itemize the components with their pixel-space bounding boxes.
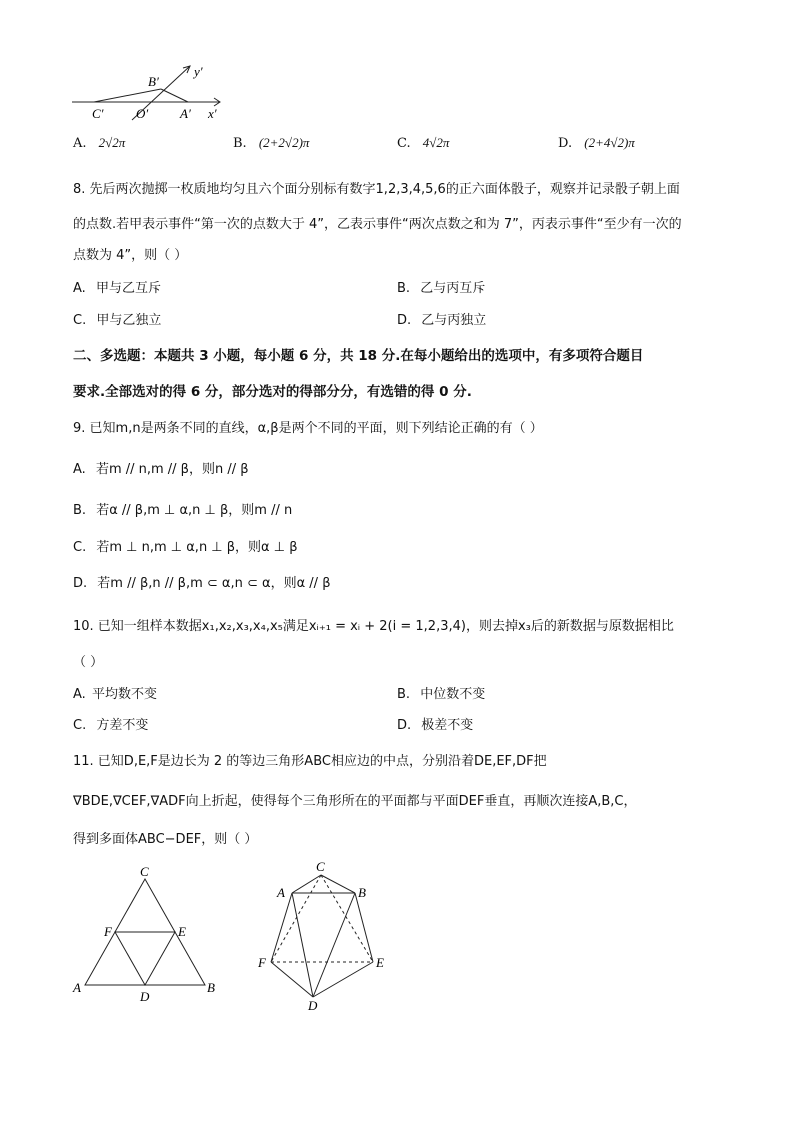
q7-option-d[interactable]	[558, 135, 635, 151]
label-b: B	[358, 885, 366, 900]
label-y-prime: y′	[194, 64, 203, 79]
q8-stem-line2: 的点数.若甲表示事件“第一次的点数大于 4”，乙表示事件“两次点数之和为 7”，丙表示事件“至少有一次的	[73, 217, 682, 232]
q9-stem: 9. 已知m,n是两条不同的直线，α,β是两个不同的平面，则下列结论正确的有（ ）	[73, 421, 543, 436]
label-e: E	[178, 924, 186, 939]
label-x-prime: x′	[208, 106, 217, 121]
label-c-prime: C′	[92, 106, 104, 121]
option-text: (2+2√2)π	[258, 135, 310, 150]
section2-heading-line2: 要求.全部选对的得 6 分，部分选对的得部分分，有选错的得 0 分.	[73, 384, 472, 400]
q9-option-b[interactable]: B. 若α // β,m ⊥ α,n ⊥ β，则m // n	[73, 503, 293, 518]
label-a: A	[277, 885, 285, 900]
label-a-prime: A′	[180, 106, 191, 121]
q11-stem-line1: 11. 已知D,E,F是边长为 2 的等边三角形ABC相应边的中点，分别沿着DE,EF,DF把	[73, 754, 547, 769]
q9-option-c[interactable]: C. 若m ⊥ n,m ⊥ α,n ⊥ β，则α ⊥ β	[73, 540, 298, 555]
polyhedron-figure	[255, 855, 395, 1015]
label-d: D	[140, 989, 150, 1004]
label-e: E	[376, 955, 384, 970]
q7-option-a[interactable]	[73, 135, 125, 151]
q10-stem: 10. 已知一组样本数据x₁,x₂,x₃,x₄,x₅满足xᵢ₊₁ = xᵢ + 2(i = 1,2,3,4)，则去掉x₃后的新数据与原数据相比	[73, 619, 674, 634]
label-c: C	[140, 865, 149, 879]
label-d: D	[308, 998, 318, 1013]
q11-stem-line3: 得到多面体ABC−DEF，则（ ）	[73, 832, 258, 847]
triangle-figure	[70, 865, 230, 1005]
label-o-prime: O′	[136, 106, 149, 121]
option-text: 2√2π	[98, 135, 126, 150]
option-letter: D.	[558, 136, 573, 151]
q7-option-b[interactable]	[233, 135, 309, 151]
label-f: F	[104, 924, 112, 939]
label-b-prime: B′	[148, 74, 159, 89]
label-c: C	[316, 859, 325, 874]
option-letter: A.	[73, 136, 87, 151]
q10-option-b[interactable]: B. 中位数不变	[397, 687, 486, 702]
q9-option-a[interactable]: A. 若m // n,m // β，则n // β	[73, 462, 249, 477]
q8-option-c[interactable]: C. 甲与乙独立	[73, 313, 162, 328]
q8-stem-line1: 8. 先后两次抛掷一枚质地均匀且六个面分别标有数字1,2,3,4,5,6的正六面体骰子，观察并记录骰子朝上面	[73, 182, 680, 197]
label-f: F	[258, 955, 266, 970]
q9-option-d[interactable]: D. 若m // β,n // β,m ⊂ α,n ⊂ α，则α // β	[73, 576, 331, 591]
q11-stem-line2: ∇BDE,∇CEF,∇ADF向上折起，使得每个三角形所在的平面都与平面DEF垂直，再顺次连接A,B,C，	[73, 794, 637, 809]
q7-option-c[interactable]	[397, 135, 449, 151]
option-letter: C.	[397, 136, 411, 151]
option-text: (2+4√2)π	[584, 135, 635, 150]
section2-heading-line1: 二、多选题：本题共 3 小题，每小题 6 分，共 18 分.在每小题给出的选项中，有多项符合题目	[73, 348, 644, 364]
q8-option-b[interactable]: B. 乙与丙互斥	[397, 281, 486, 296]
q10-option-a[interactable]: A. 平均数不变	[73, 687, 157, 702]
q8-option-d[interactable]: D. 乙与丙独立	[397, 313, 487, 328]
q8-option-a[interactable]: A. 甲与乙互斥	[73, 281, 161, 296]
label-a: A	[73, 980, 81, 995]
q8-stem-line3: 点数为 4”，则（ ）	[73, 248, 188, 263]
label-b: B	[207, 980, 215, 995]
q7-axes-figure	[68, 58, 228, 124]
q10-answer-paren: （ ）	[73, 655, 104, 670]
option-text: 4√2π	[422, 135, 450, 150]
q10-option-d[interactable]: D. 极差不变	[397, 718, 474, 733]
q10-option-c[interactable]: C. 方差不变	[73, 718, 149, 733]
option-letter: B.	[233, 136, 247, 151]
